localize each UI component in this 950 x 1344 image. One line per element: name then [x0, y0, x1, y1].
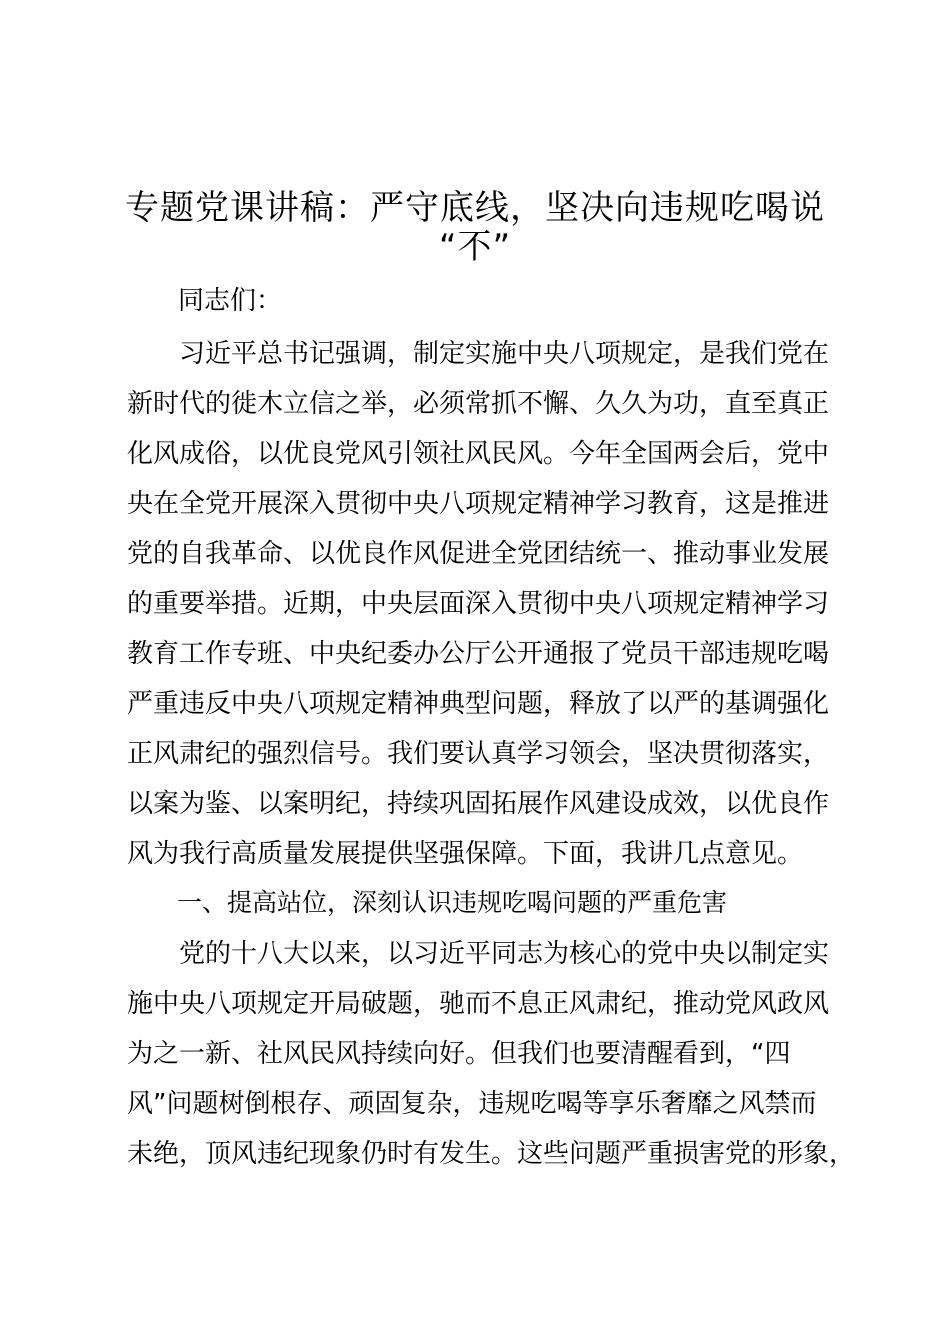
- paragraph-line: 风为我行高质量发展提供坚强保障。下面，我讲几点意见。: [127, 839, 804, 869]
- document-title-line1: 专题党课讲稿：严守底线，坚决向违规吃喝说: [125, 188, 825, 228]
- paragraph-line: 教育工作专班、中央纪委办公厅公开通报了党员干部违规吃喝: [127, 639, 830, 669]
- paragraph-line: 央在全党开展深入贯彻中央八项规定精神学习教育，这是推进: [127, 489, 830, 519]
- paragraph-line: 未绝，顶风违纪现象仍时有发生。这些问题严重损害党的形象，: [127, 1139, 856, 1169]
- paragraph-line: 新时代的徙木立信之举，必须常抓不懈、久久为功，直至真正: [127, 389, 830, 419]
- paragraph-line: 施中央八项规定开局破题，驰而不息正风肃纪，推动党风政风: [127, 989, 830, 1019]
- paragraph-line: 党的十八大以来，以习近平同志为核心的党中央以制定实: [127, 939, 830, 969]
- salutation: 同志们：: [178, 286, 283, 316]
- section-heading: 一、提高站位，深刻认识违规吃喝问题的严重危害: [127, 888, 728, 917]
- paragraph-line: 为之一新、社风民风持续向好。但我们也要清醒看到，“四: [127, 1039, 791, 1069]
- paragraph-line: 的重要举措。近期，中央层面深入贯彻中央八项规定精神学习: [127, 589, 830, 619]
- document-title-line2: “不”: [438, 227, 512, 267]
- paragraph-line: 正风肃纪的强烈信号。我们要认真学习领会，坚决贯彻落实，: [127, 739, 830, 769]
- paragraph-line: 党的自我革命、以优良作风促进全党团结统一、推动事业发展: [127, 539, 830, 569]
- paragraph-line: 风”问题树倒根存、顽固复杂，违规吃喝等享乐奢靡之风禁而: [127, 1089, 817, 1119]
- paragraph-line: 化风成俗，以优良党风引领社风民风。今年全国两会后，党中: [127, 439, 830, 469]
- paragraph-line: 严重违反中央八项规定精神典型问题，释放了以严的基调强化: [127, 689, 830, 719]
- paragraph-line: 习近平总书记强调，制定实施中央八项规定，是我们党在: [127, 339, 830, 369]
- paragraph-line: 以案为鉴、以案明纪，持续巩固拓展作风建设成效，以优良作: [127, 789, 830, 819]
